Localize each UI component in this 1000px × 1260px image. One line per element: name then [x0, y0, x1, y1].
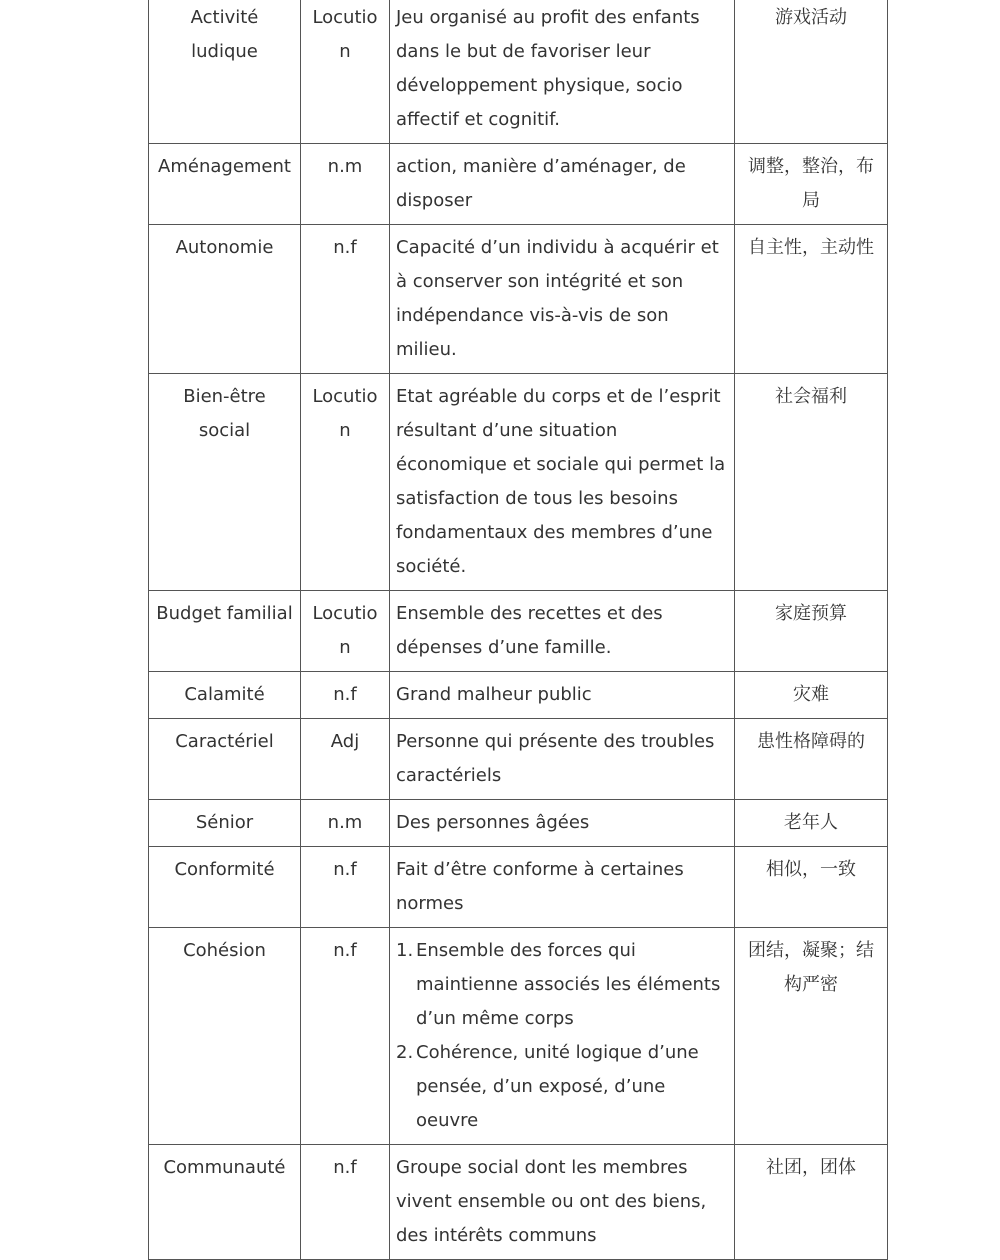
definition-cell: Ensemble des recettes et des dépenses d’une famille. — [390, 591, 735, 672]
term-cell: Bien-être social — [149, 374, 301, 591]
term-cell: Budget familial — [149, 591, 301, 672]
term-cell: Activité ludique — [149, 0, 301, 144]
term-cell: Cohésion — [149, 928, 301, 1145]
table-row — [149, 928, 888, 1145]
part-of-speech-cell: n.m — [301, 800, 390, 847]
definition-cell: Fait d’être conforme à certaines normes — [390, 847, 735, 928]
part-of-speech-cell: Locution — [301, 0, 390, 144]
chinese-translation-cell: 自主性，主动性 — [735, 225, 888, 374]
table-row — [149, 591, 888, 672]
table-row — [149, 800, 888, 847]
definition-cell: Grand malheur public — [390, 672, 735, 719]
table-row — [149, 0, 888, 144]
term-cell: Aménagement — [149, 144, 301, 225]
part-of-speech-cell: Locution — [301, 374, 390, 591]
term-cell: Communauté — [149, 1145, 301, 1260]
chinese-translation-cell: 社团，团体 — [735, 1145, 888, 1260]
definition-list-item — [396, 934, 728, 1036]
chinese-translation-cell: 相似，一致 — [735, 847, 888, 928]
table-row — [149, 672, 888, 719]
glossary-table — [148, 0, 888, 1260]
part-of-speech-cell: n.f — [301, 225, 390, 374]
table-row — [149, 374, 888, 591]
definition-cell: Groupe social dont les membres vivent ensemble ou ont des biens, des intérêts communs — [390, 1145, 735, 1260]
chinese-translation-cell: 灾难 — [735, 672, 888, 719]
table-row — [149, 225, 888, 374]
term-cell: Caractériel — [149, 719, 301, 800]
list-item-text: Cohérence, unité logique d’une pensée, d’un exposé, d’une oeuvre — [416, 1042, 699, 1131]
term-cell: Sénior — [149, 800, 301, 847]
definition-list-item — [396, 1036, 728, 1138]
chinese-translation-cell: 社会福利 — [735, 374, 888, 591]
definition-cell: Capacité d’un individu à acquérir et à conserver son intégrité et son indépendance vis-à-vis de son milieu. — [390, 225, 735, 374]
chinese-translation-cell: 老年人 — [735, 800, 888, 847]
definition-cell: Jeu organisé au profit des enfants dans le but de favoriser leur développement physique, socio affectif et cognitif. — [390, 0, 735, 144]
chinese-translation-cell: 调整，整治，布局 — [735, 144, 888, 225]
part-of-speech-cell: Locution — [301, 591, 390, 672]
list-number: 1. — [396, 940, 414, 961]
term-cell: Calamité — [149, 672, 301, 719]
part-of-speech-cell: n.f — [301, 928, 390, 1145]
definition-cell: Personne qui présente des troubles caractériels — [390, 719, 735, 800]
term-cell: Conformité — [149, 847, 301, 928]
part-of-speech-cell: n.m — [301, 144, 390, 225]
chinese-translation-cell: 患性格障碍的 — [735, 719, 888, 800]
definition-cell: Des personnes âgées — [390, 800, 735, 847]
list-number: 2. — [396, 1042, 414, 1063]
definition-cell — [390, 928, 735, 1145]
table-row — [149, 719, 888, 800]
chinese-translation-cell: 游戏活动 — [735, 0, 888, 144]
part-of-speech-cell: n.f — [301, 1145, 390, 1260]
chinese-translation-cell: 家庭预算 — [735, 591, 888, 672]
part-of-speech-cell: n.f — [301, 672, 390, 719]
definition-cell: action, manière d’aménager, de disposer — [390, 144, 735, 225]
table-row — [149, 144, 888, 225]
definition-cell: Etat agréable du corps et de l’esprit résultant d’une situation économique et sociale qui permet la satisfaction de tous les besoins fondamentaux des membres d’une société. — [390, 374, 735, 591]
table-row — [149, 1145, 888, 1260]
chinese-translation-cell: 团结，凝聚；结构严密 — [735, 928, 888, 1145]
definition-list — [396, 934, 728, 1138]
part-of-speech-cell: Adj — [301, 719, 390, 800]
part-of-speech-cell: n.f — [301, 847, 390, 928]
list-item-text: Ensemble des forces qui maintienne associés les éléments d’un même corps — [416, 940, 721, 1029]
term-cell: Autonomie — [149, 225, 301, 374]
table-row — [149, 847, 888, 928]
